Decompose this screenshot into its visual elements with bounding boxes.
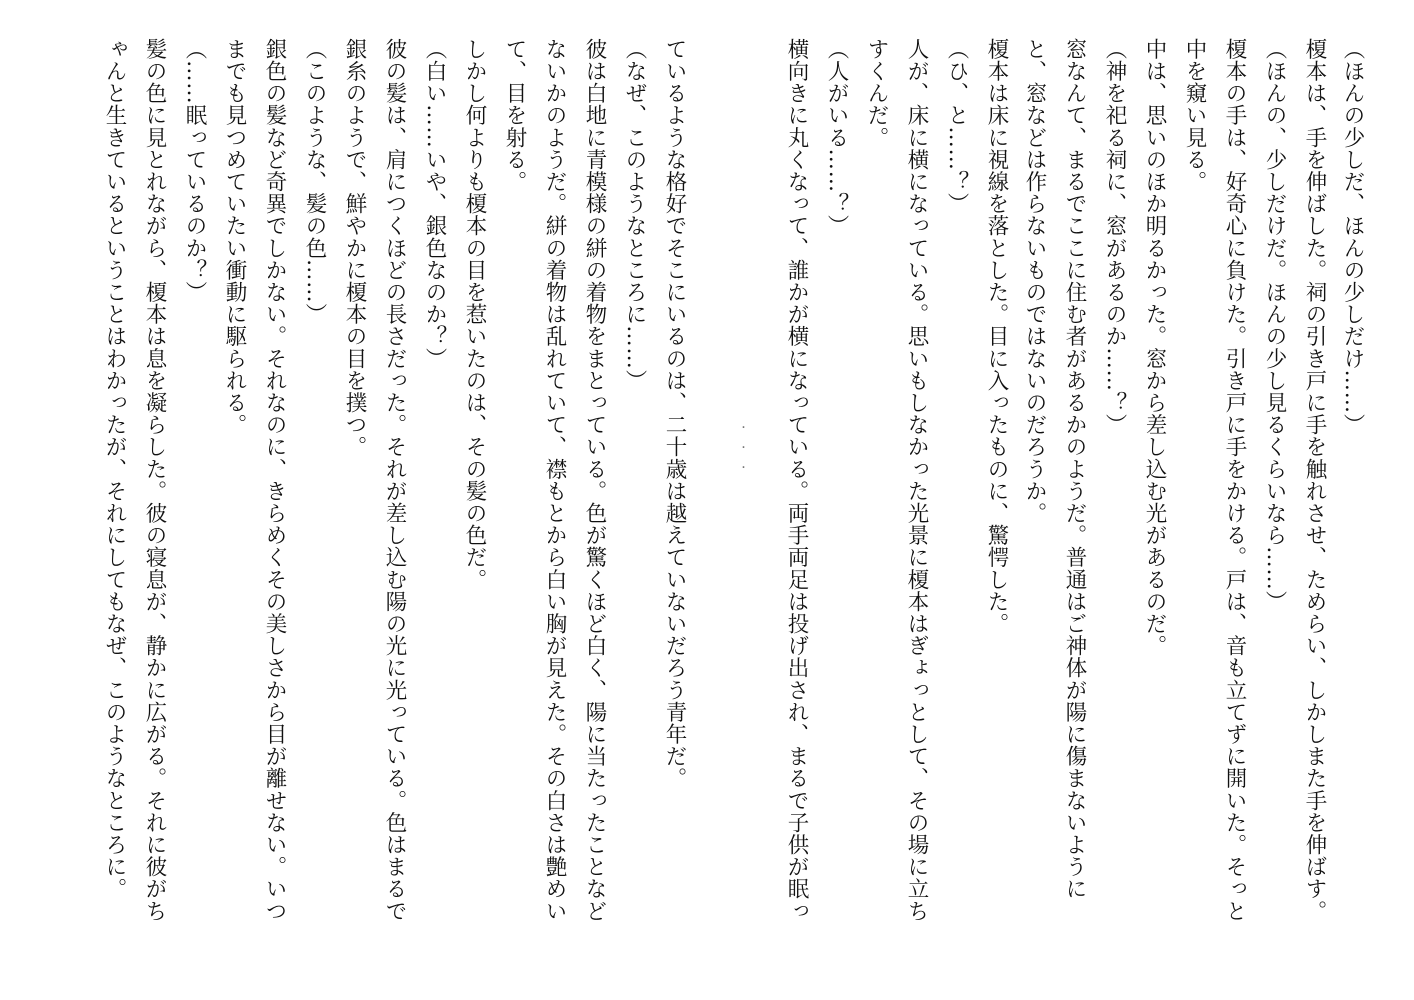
text-line: すくんだ。: [864, 38, 889, 149]
section-break-marker: ・・・: [736, 422, 747, 482]
text-line: （ほんの少しだ、ほんの少しだけ……）: [1340, 38, 1365, 436]
text-line: 榎本は床に視線を落とした。目に入ったものに、驚愕した。: [984, 38, 1009, 635]
text-line: 中は、思いのほか明るかった。窓から差し込む光があるのだ。: [1142, 38, 1167, 657]
text-line: 横向きに丸くなって、誰かが横になっている。両手両足は投げ出され、まるで子供が眠っ: [784, 38, 809, 922]
text-line: 銀色の髪など奇異でしかない。それなのに、きらめくその美しさから目が離せない。いつ: [262, 38, 287, 922]
text-line: （ひ、と……？）: [944, 38, 969, 215]
text-line: て、目を射る。: [502, 38, 527, 193]
text-line: ゃんと生きているということはわかったが、それにしてもなぜ、このようなところに。: [102, 38, 127, 900]
text-line: 彼の髪は、肩につくほどの長さだった。それが差し込む陽の光に光っている。色はまるで: [382, 38, 407, 922]
text-line: ないかのようだ。絣の着物は乱れていて、襟もとから白い胸が見えた。その白さは艶めい: [542, 38, 567, 922]
text-line: 中を窺い見る。: [1182, 38, 1207, 193]
text-line: （神を祀る祠に、窓があるのか……？）: [1102, 38, 1127, 436]
text-line: 人が、床に横になっている。思いもしなかった光景に榎本はぎょっとして、その場に立ち: [904, 38, 929, 922]
text-line: （ほんの、少しだけだ。ほんの少し見るくらいなら……）: [1262, 38, 1287, 613]
text-line: （白い……いや、銀色なのか？）: [422, 38, 447, 370]
text-line: 彼は白地に青模様の絣の着物をまとっている。色が驚くほど白く、陽に当たったことなど: [582, 38, 607, 922]
text-line: しかし何よりも榎本の目を惹いたのは、その髪の色だ。: [462, 38, 487, 591]
text-line: 髪の色に見とれながら、榎本は息を凝らした。彼の寝息が、静かに広がる。それに彼がち: [142, 38, 167, 922]
text-line: 窓なんて、まるでここに住む者があるかのようだ。普通はご神体が陽に傷まないように: [1062, 38, 1087, 900]
text-line: ているような格好でそこにいるのは、二十歳は越えていないだろう青年だ。: [662, 38, 687, 790]
text-line: （人がいる……？）: [824, 38, 849, 237]
text-line: 榎本は、手を伸ばした。祠の引き戸に手を触れさせ、ためらい、しかしまた手を伸ばす。: [1302, 38, 1327, 922]
text-line: （このような、髪の色……）: [302, 38, 327, 326]
text-line: 榎本の手は、好奇心に負けた。引き戸に手をかける。戸は、音も立てずに開いた。そっと: [1222, 38, 1247, 922]
text-line: までも見つめていたい衝動に駆られる。: [222, 38, 247, 436]
text-line: （なぜ、このようなところに……）: [622, 38, 647, 392]
text-line: と、窓などは作らないものではないのだろうか。: [1022, 38, 1047, 525]
text-line: 銀糸のようで、鮮やかに榎本の目を撲つ。: [342, 38, 367, 458]
text-line: （……眠っているのか？）: [182, 38, 207, 304]
